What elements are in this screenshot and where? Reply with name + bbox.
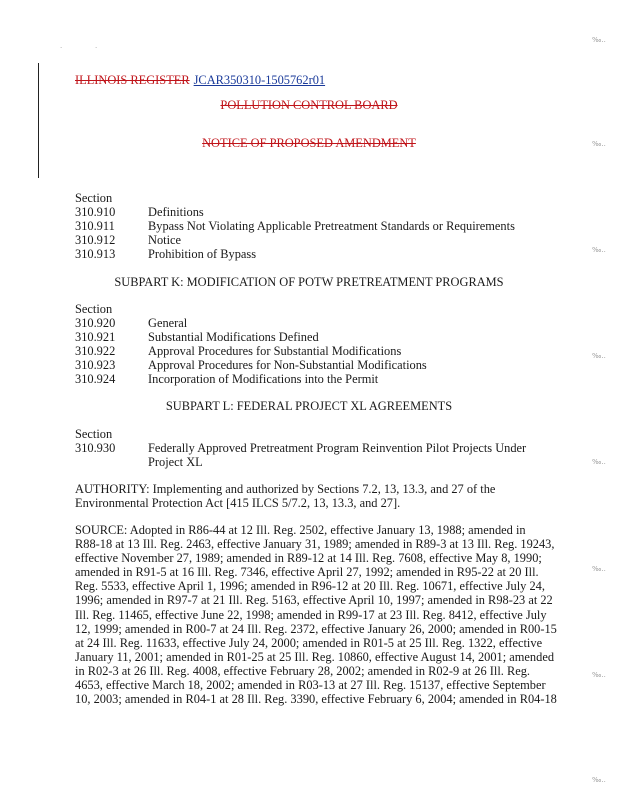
section-title-continued: Project XL [148,455,203,469]
scan-speck: · [95,44,98,52]
section-title: Substantial Modifications Defined [148,330,319,344]
section-number: 310.922 [75,344,116,358]
authority-paragraph [75,482,545,510]
illinois-register-label: ILLINOIS REGISTER [75,73,190,87]
section-title: Prohibition of Bypass [148,247,257,261]
section-label: Section [75,427,113,441]
source-line: at 24 Ill. Reg. 11633, effective July 24, 2000; amended in R01-5 at 25 Ill. Reg. 1322, effective [75,635,543,650]
source-line: Reg. 5533, effective April 1, 1996; amended in R96-12 at 20 Ill. Reg. 10671, effective July 24, [75,579,545,594]
register-header [75,73,325,87]
section-label: Section [75,191,113,205]
scan-speck: ‰.. [592,140,606,148]
notice-heading: NOTICE OF PROPOSED AMENDMENT [202,136,416,150]
section-title: Definitions [148,205,204,219]
source-line: Ill. Reg. 11465, effective June 22, 1998; amended in R99-17 at 23 Ill. Reg. 8412, effective July [75,607,547,622]
margin-change-bar [38,63,39,178]
scan-speck: ‰.. [592,458,606,466]
authority-line: AUTHORITY: Implementing and authorized by Sections 7.2, 13, 13.3, and 27 of the [75,482,496,496]
section-title: Federally Approved Pretreatment Program Reinvention Pilot Projects Under [148,441,527,455]
section-number: 310.921 [75,330,116,344]
source-line: 4653, effective March 18, 2002; amended in R03-13 at 27 Ill. Reg. 15137, effective September [75,678,546,693]
section-number: 310.924 [75,372,116,386]
section-title: Approval Procedures for Non-Substantial Modifications [148,358,427,372]
source-line: 1996; amended in R97-7 at 21 Ill. Reg. 5163, effective April 10, 1997; amended in R98-23 at 22 [75,593,553,608]
scan-speck: ‰.. [592,352,606,360]
section-list-3 [0,441,618,471]
section-number: 310.910 [75,205,116,219]
section-title: Notice [148,233,182,247]
section-label: Section [75,302,113,316]
source-line: amended in R91-5 at 16 Ill. Reg. 7346, effective April 27, 1992; amended in R95-22 at 20 Ill. [75,565,539,580]
scan-speck: ‰.. [592,246,606,254]
source-line: SOURCE: Adopted in R86-44 at 12 Ill. Reg. 2502, effective January 13, 1988; amended in [75,523,526,537]
scan-speck: · [60,44,63,52]
source-line: R88-18 at 13 Ill. Reg. 2463, effective January 31, 1989; amended in R89-3 at 13 Ill. Reg. 19243, [75,537,555,552]
section-title: Bypass Not Violating Applicable Pretreatment Standards or Requirements [148,219,515,233]
scan-speck: ‰.. [592,671,606,679]
subpart-l-heading: SUBPART L: FEDERAL PROJECT XL AGREEMENTS [165,399,453,413]
authority-line: Environmental Protection Act [415 ILCS 5/7.2, 13, 13.3, and 27]. [75,496,401,511]
scan-speck: ‰.. [592,776,606,784]
source-line: 10, 2003; amended in R04-1 at 28 Ill. Reg. 3390, effective February 6, 2004; amended in R04-18 [75,692,557,707]
subpart-k-heading: SUBPART K: MODIFICATION OF POTW PRETREATMENT PROGRAMS [114,275,504,289]
section-number: 310.912 [75,233,116,247]
source-line: in R02-3 at 26 Ill. Reg. 4008, effective February 28, 2002; amended in R02-9 at 26 Ill. Reg. [75,663,531,678]
section-title: Incorporation of Modifications into the Permit [148,372,379,386]
section-number: 310.923 [75,358,116,372]
section-number: 310.913 [75,247,116,261]
section-list-2 [0,316,618,388]
scan-speck: ‰.. [592,36,606,44]
source-line: 12, 1999; amended in R00-7 at 24 Ill. Reg. 2372, effective January 26, 2000; amended in R00-15 [75,621,557,636]
section-title: General [148,316,188,330]
source-line: effective November 27, 1989; amended in R89-12 at 14 Ill. Reg. 7608, effective May 8, 1990; [75,551,542,566]
section-number: 310.911 [75,219,115,233]
doc-id-link[interactable]: JCAR350310-1505762r01 [193,73,326,87]
section-number: 310.920 [75,316,116,330]
section-number: 310.930 [75,441,116,455]
board-heading: POLLUTION CONTROL BOARD [220,98,398,112]
source-line: January 11, 2001; amended in R01-25 at 25 Ill. Reg. 10860, effective August 14, 2001; amended [75,649,555,664]
section-list-1 [0,205,618,265]
section-title: Approval Procedures for Substantial Modifications [148,344,402,358]
scan-speck: ‰.. [592,565,606,573]
source-paragraph [75,523,557,707]
